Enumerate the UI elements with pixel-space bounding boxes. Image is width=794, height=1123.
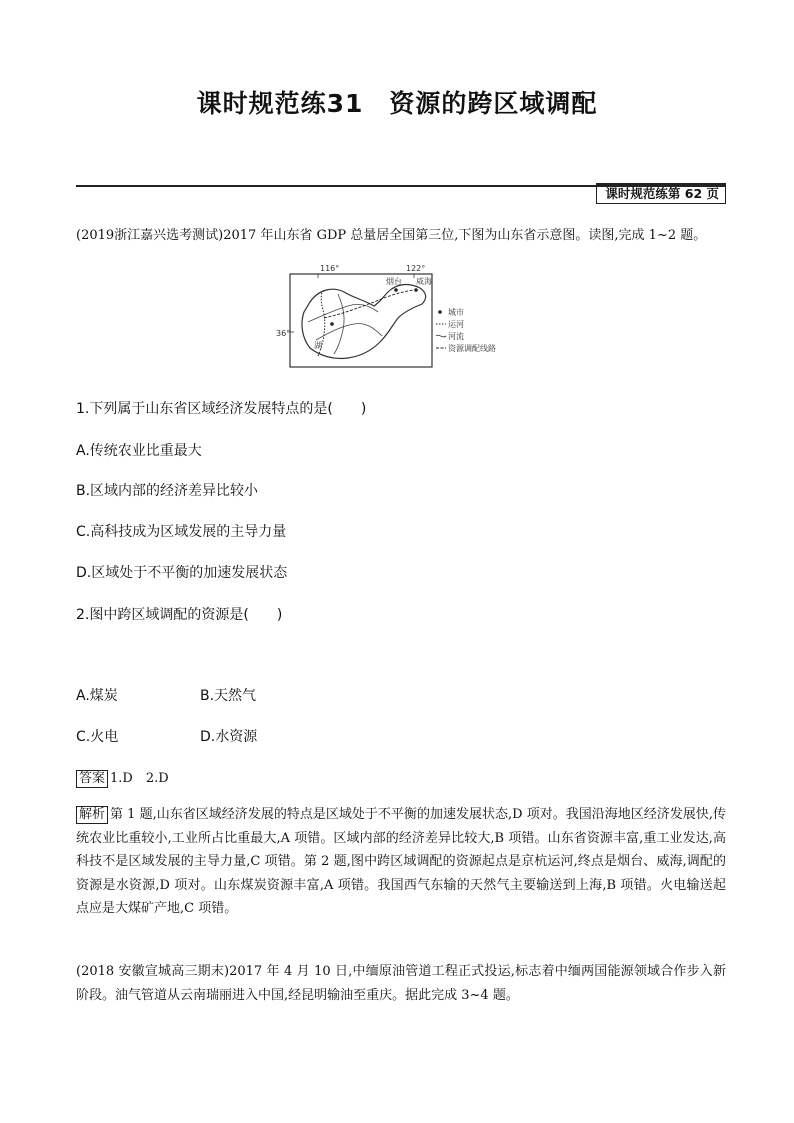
city-label-1: 烟台 — [386, 277, 402, 286]
legend-river-symbol — [436, 335, 446, 337]
question-1-option-c: C.高科技成为区域发展的主导力量 — [76, 524, 287, 540]
question-2-option-a: A.煤炭 — [76, 688, 118, 704]
legend-route: 资源调配线路 — [448, 344, 496, 353]
question-2-stem: 2.图中跨区域调配的资源是( ) — [76, 607, 283, 623]
question-1-option-a: A.传统农业比重最大 — [76, 443, 202, 459]
city-dot-1 — [394, 288, 398, 292]
analysis-paragraph — [76, 803, 726, 921]
question-2-option-d: D.水资源 — [200, 729, 258, 745]
shandong-map — [276, 262, 538, 372]
answer-row — [76, 767, 169, 788]
city-dot-3 — [330, 322, 334, 326]
analysis-tag: 解析 — [76, 806, 108, 824]
longitude-label-left: 116° — [320, 264, 340, 273]
question-2-option-c: C.火电 — [76, 729, 119, 745]
question-1-option-b: B.区域内部的经济差异比较小 — [76, 483, 259, 499]
legend-river: 河流 — [448, 332, 464, 341]
longitude-label-right: 122° — [406, 264, 426, 273]
intro-paragraph-2: (2018 安徽宣城高三期末)2017 年 4 月 10 日,中缅原油管道工程正式投运,标志着中缅两国能源领域合作步入新阶段。油气管道从云南瑞丽进入中国,经昆明输油至重庆。据此完成 3~4 题。 — [76, 964, 726, 1003]
legend-city: 城市 — [448, 308, 464, 317]
city-label-2: 威海 — [416, 277, 432, 286]
page-reference-box: 课时规范练第 62 页 — [596, 183, 726, 204]
intro-paragraph: (2019浙江嘉兴选考测试)2017 年山东省 GDP 总量居全国第三位,下图为山东省示意图。读图,完成 1~2 题。 — [76, 228, 707, 243]
lake-label: 湖 — [314, 341, 322, 350]
answer-tag: 答案 — [76, 770, 108, 788]
legend-city-symbol — [438, 310, 442, 314]
legend-canal: 运河 — [448, 320, 464, 329]
question-1-option-d: D.区域处于不平衡的加速发展状态 — [76, 565, 288, 581]
page-title: 课时规范练31 资源的跨区域调配 — [196, 89, 598, 118]
analysis-text: 第 1 题,山东省区域经济发展的特点是区域处于不平衡的加速发展状态,D 项对。我国沿海地区经济发展快,传统农业比重较小,工业所占比重最大,A 项错。区域内部的经济差异比较大,B 项错。山东省资源丰富,重工业发达,高科技不是区域发展的主导力量,C 项错。第 2 题,图中跨区域调配的资源起点是京杭运河,终点是烟台、威海,调配的资源是水资源,D 项对。山东煤炭资源丰富,A 项错。我国西气东输的天然气主要输送到上海,B 项错。火电输送起点应是大煤矿产地,C 项错。 — [76, 807, 726, 916]
question-2-option-b: B.天然气 — [200, 688, 257, 704]
question-1-stem: 1.下列属于山东省区域经济发展特点的是( ) — [76, 401, 367, 417]
city-dot-2 — [414, 288, 418, 292]
answer-text: 1.D 2.D — [110, 771, 169, 786]
latitude-label: 36° — [276, 329, 291, 338]
